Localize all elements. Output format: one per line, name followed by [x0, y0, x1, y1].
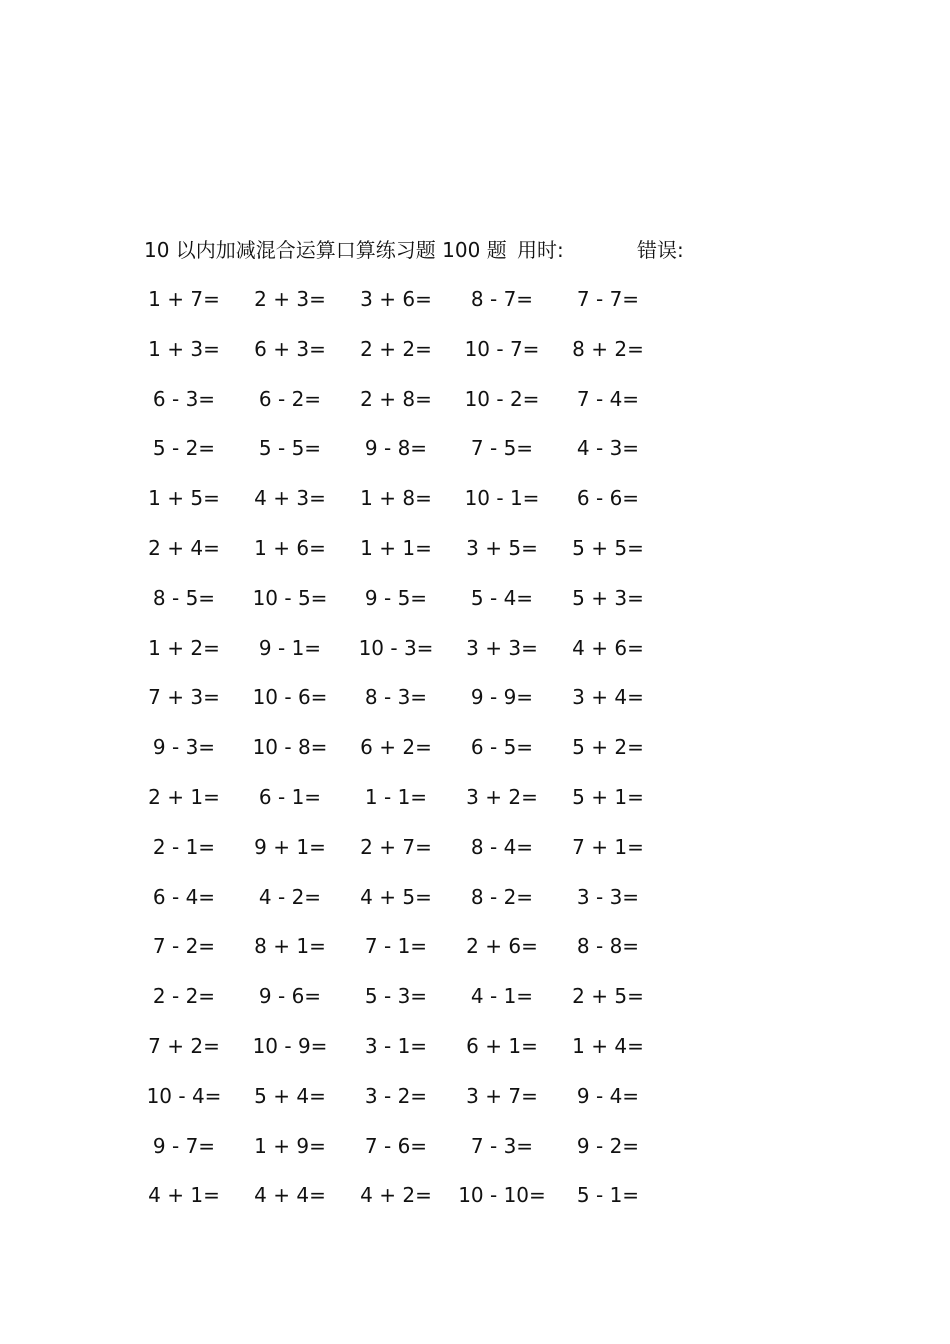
problem-item: 7 + 1=: [572, 835, 644, 859]
problem-item: 3 + 4=: [572, 685, 644, 709]
problem-item: 8 - 2=: [470, 885, 534, 909]
problem-item: 9 - 9=: [470, 685, 534, 709]
problem-item: 10 - 2=: [464, 387, 540, 411]
problem-item: 1 + 1=: [360, 536, 432, 560]
problem-item: 8 - 5=: [152, 586, 216, 610]
problem-item: 9 - 5=: [364, 586, 428, 610]
problem-item: 9 - 6=: [258, 984, 322, 1008]
problem-item: 10 - 6=: [252, 685, 328, 709]
problem-item: 9 - 7=: [152, 1134, 216, 1158]
problem-item: 7 - 5=: [470, 436, 534, 460]
problem-item: 4 - 3=: [576, 436, 640, 460]
problem-item: 8 - 3=: [364, 685, 428, 709]
problem-item: 5 - 2=: [152, 436, 216, 460]
problem-item: 7 + 3=: [148, 685, 220, 709]
time-used-label: 用时:: [517, 238, 564, 262]
problem-item: 7 - 7=: [576, 287, 640, 311]
problem-item: 5 + 5=: [572, 536, 644, 560]
problem-item: 3 + 7=: [466, 1084, 538, 1108]
problem-item: 4 + 6=: [572, 636, 644, 660]
problem-item: 9 - 4=: [576, 1084, 640, 1108]
worksheet-title: 10 以内加减混合运算口算练习题 100 题: [144, 238, 507, 262]
problem-item: 1 + 4=: [572, 1034, 644, 1058]
problem-item: 10 - 8=: [252, 735, 328, 759]
problem-item: 5 + 4=: [254, 1084, 326, 1108]
problem-item: 4 + 4=: [254, 1183, 326, 1207]
problem-item: 6 - 2=: [258, 387, 322, 411]
problem-item: 10 - 5=: [252, 586, 328, 610]
problem-item: 2 - 1=: [152, 835, 216, 859]
problem-item: 4 - 1=: [470, 984, 534, 1008]
problem-item: 10 - 7=: [464, 337, 540, 361]
problem-item: 7 - 1=: [364, 934, 428, 958]
problem-item: 5 - 3=: [364, 984, 428, 1008]
problem-item: 2 + 7=: [360, 835, 432, 859]
problem-item: 2 + 4=: [148, 536, 220, 560]
problem-item: 5 - 5=: [258, 436, 322, 460]
problem-item: 5 - 1=: [576, 1183, 640, 1207]
problem-item: 6 - 4=: [152, 885, 216, 909]
problem-item: 7 + 2=: [148, 1034, 220, 1058]
problem-item: 1 + 2=: [148, 636, 220, 660]
problem-item: 8 - 4=: [470, 835, 534, 859]
problem-item: 3 - 1=: [364, 1034, 428, 1058]
problem-item: 10 - 1=: [464, 486, 540, 510]
problem-item: 6 - 5=: [470, 735, 534, 759]
problem-item: 1 + 8=: [360, 486, 432, 510]
problem-item: 10 - 9=: [252, 1034, 328, 1058]
problem-item: 10 - 10=: [458, 1183, 546, 1207]
problem-item: 7 - 2=: [152, 934, 216, 958]
problem-item: 6 - 6=: [576, 486, 640, 510]
problem-item: 8 - 7=: [470, 287, 534, 311]
problem-item: 4 + 2=: [360, 1183, 432, 1207]
problem-item: 4 + 3=: [254, 486, 326, 510]
problem-item: 2 + 3=: [254, 287, 326, 311]
problem-item: 10 - 4=: [146, 1084, 222, 1108]
problem-item: 9 - 2=: [576, 1134, 640, 1158]
problem-item: 3 - 2=: [364, 1084, 428, 1108]
problem-item: 1 + 7=: [148, 287, 220, 311]
problem-item: 3 + 6=: [360, 287, 432, 311]
problem-item: 1 + 6=: [254, 536, 326, 560]
problem-item: 1 + 3=: [148, 337, 220, 361]
problem-item: 7 - 3=: [470, 1134, 534, 1158]
problem-item: 4 - 2=: [258, 885, 322, 909]
problem-item: 7 - 4=: [576, 387, 640, 411]
problem-item: 5 - 4=: [470, 586, 534, 610]
problem-item: 4 + 5=: [360, 885, 432, 909]
problem-item: 6 - 1=: [258, 785, 322, 809]
errors-label: 错误:: [637, 238, 684, 262]
problem-item: 1 + 9=: [254, 1134, 326, 1158]
problem-item: 8 + 1=: [254, 934, 326, 958]
problem-item: 2 + 2=: [360, 337, 432, 361]
problem-item: 6 + 2=: [360, 735, 432, 759]
problem-item: 3 + 2=: [466, 785, 538, 809]
problem-item: 3 + 3=: [466, 636, 538, 660]
problem-item: 7 - 6=: [364, 1134, 428, 1158]
problem-item: 9 - 3=: [152, 735, 216, 759]
problem-item: 6 + 1=: [466, 1034, 538, 1058]
problem-item: 2 + 6=: [466, 934, 538, 958]
problem-item: 3 - 3=: [576, 885, 640, 909]
problem-item: 6 + 3=: [254, 337, 326, 361]
problem-item: 6 - 3=: [152, 387, 216, 411]
problem-item: 8 + 2=: [572, 337, 644, 361]
problem-item: 2 + 5=: [572, 984, 644, 1008]
problem-item: 2 + 8=: [360, 387, 432, 411]
problem-item: 9 + 1=: [254, 835, 326, 859]
problem-item: 9 - 8=: [364, 436, 428, 460]
problem-item: 9 - 1=: [258, 636, 322, 660]
problem-item: 2 + 1=: [148, 785, 220, 809]
problem-item: 4 + 1=: [148, 1183, 220, 1207]
problem-item: 10 - 3=: [358, 636, 434, 660]
problem-item: 2 - 2=: [152, 984, 216, 1008]
problem-item: 5 + 2=: [572, 735, 644, 759]
problem-item: 3 + 5=: [466, 536, 538, 560]
problem-item: 5 + 1=: [572, 785, 644, 809]
problem-item: 5 + 3=: [572, 586, 644, 610]
problem-item: 8 - 8=: [576, 934, 640, 958]
problem-item: 1 + 5=: [148, 486, 220, 510]
problem-item: 1 - 1=: [364, 785, 428, 809]
